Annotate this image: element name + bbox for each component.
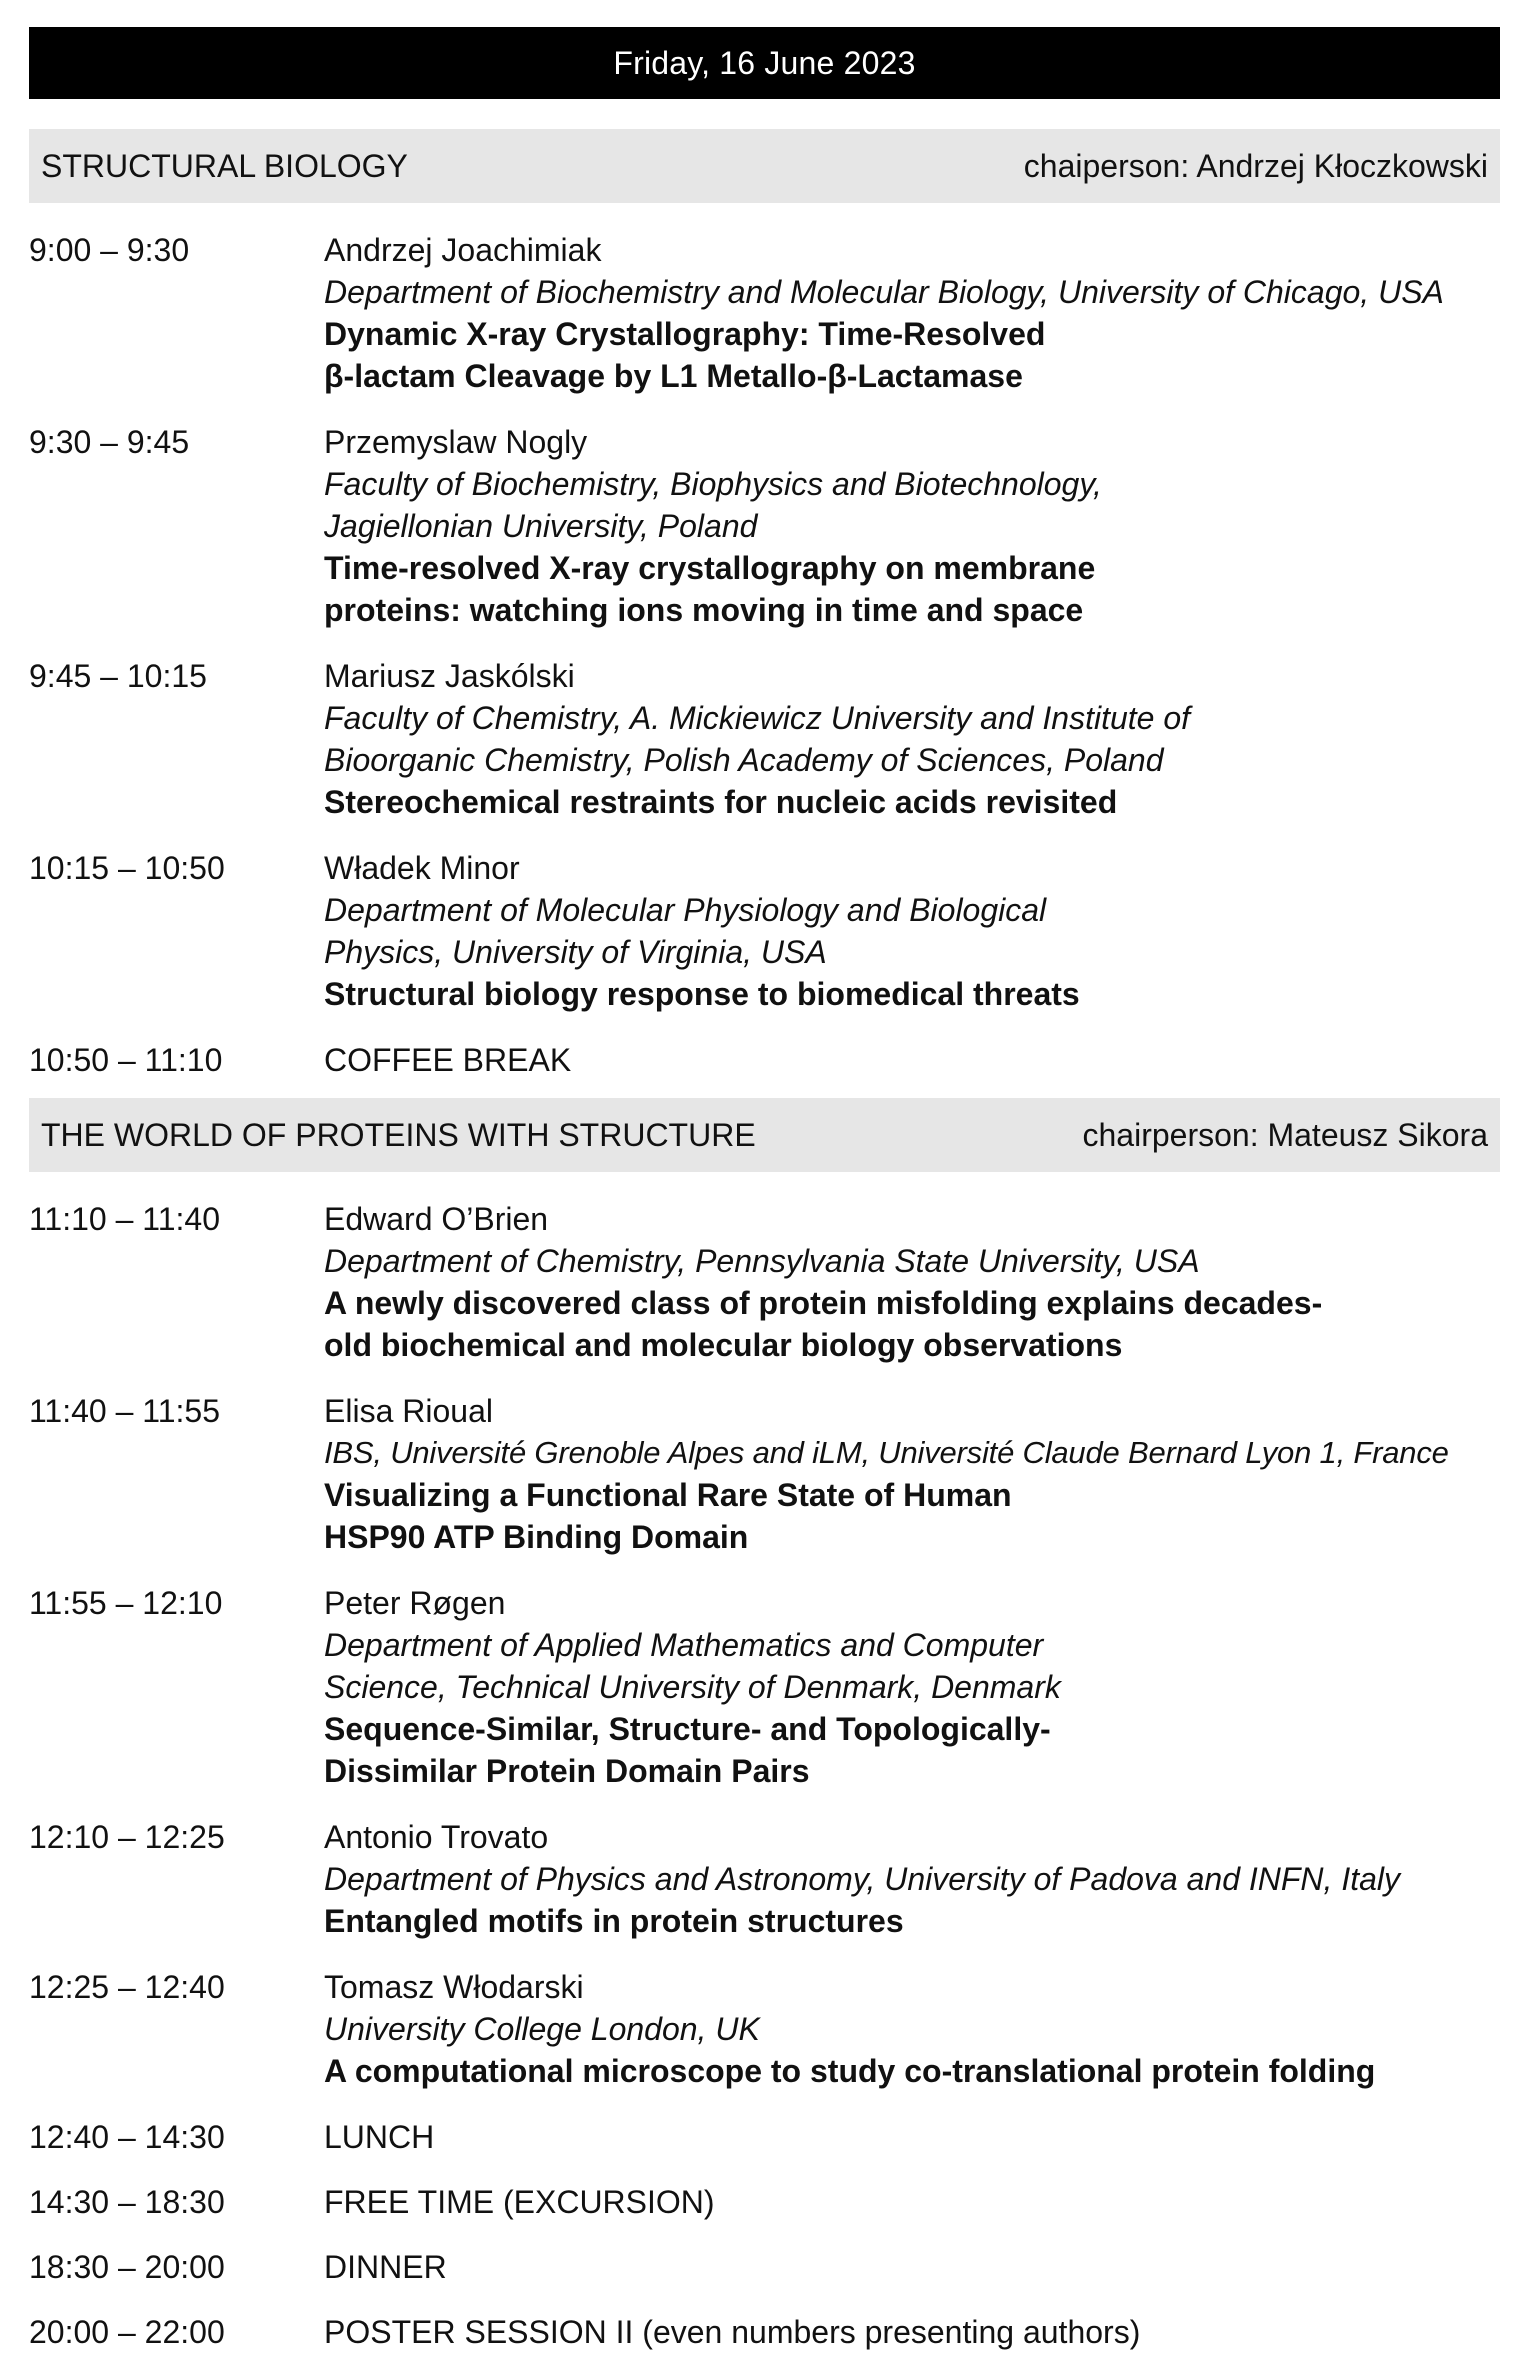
talk-time: 9:00 – 9:30 — [29, 232, 190, 268]
talk-title: Dissimilar Protein Domain Pairs — [324, 1753, 810, 1789]
talk-entry — [29, 847, 1500, 1015]
talk-title: Stereochemical restraints for nucleic acids revisited — [324, 784, 1118, 820]
speaker-affiliation: Faculty of Chemistry, A. Mickiewicz University and Institute of — [324, 700, 1191, 736]
item-label: LUNCH — [324, 2119, 435, 2155]
schedule-item — [29, 2181, 1500, 2223]
schedule-item — [29, 2116, 1500, 2158]
talk-title: Sequence-Similar, Structure- and Topologically- — [324, 1711, 1051, 1747]
schedule-item — [29, 2311, 1500, 2353]
speaker-affiliation: Department of Molecular Physiology and Biological — [324, 892, 1047, 928]
talk-entry — [29, 1582, 1500, 1792]
break-time: 10:50 – 11:10 — [29, 1042, 223, 1078]
break-entry — [29, 1039, 1500, 1081]
speaker-name: Tomasz Włodarski — [324, 1969, 584, 2005]
talk-time: 11:10 – 11:40 — [29, 1201, 220, 1237]
session-chair: chaiperson: Andrzej Kłoczkowski — [1023, 147, 1488, 184]
talk-details — [324, 229, 1500, 397]
talk-details — [324, 1198, 1500, 1366]
speaker-affiliation: Jagiellonian University, Poland — [324, 508, 758, 544]
session-talks — [29, 203, 1500, 1081]
speaker-name: Edward O’Brien — [324, 1201, 549, 1237]
talk-title: A computational microscope to study co-translational protein folding — [324, 2053, 1376, 2089]
schedule-item — [29, 2246, 1500, 2288]
talk-details — [324, 1582, 1500, 1792]
talk-details — [324, 1966, 1500, 2092]
speaker-affiliation: Department of Chemistry, Pennsylvania State University, USA — [324, 1243, 1200, 1279]
talk-time: 12:25 – 12:40 — [29, 1969, 225, 2005]
speaker-affiliation: Bioorganic Chemistry, Polish Academy of Sciences, Poland — [324, 742, 1164, 778]
talk-entry — [29, 1390, 1500, 1558]
talk-entry — [29, 1966, 1500, 2092]
talk-entry — [29, 655, 1500, 823]
item-time: 18:30 – 20:00 — [29, 2249, 225, 2285]
talk-title: HSP90 ATP Binding Domain — [324, 1519, 749, 1555]
talk-time: 12:10 – 12:25 — [29, 1819, 225, 1855]
speaker-name: Andrzej Joachimiak — [324, 232, 602, 268]
speaker-affiliation: Physics, University of Virginia, USA — [324, 934, 827, 970]
speaker-affiliation: IBS, Université Grenoble Alpes and iLM, Université Claude Bernard Lyon 1, France — [324, 1435, 1449, 1470]
session-name: STRUCTURAL BIOLOGY — [41, 147, 408, 184]
talk-entry — [29, 1198, 1500, 1366]
talk-title: A newly discovered class of protein misfolding explains decades- — [324, 1285, 1323, 1321]
speaker-affiliation: Science, Technical University of Denmark, Denmark — [324, 1669, 1061, 1705]
speaker-name: Peter Røgen — [324, 1585, 506, 1621]
speaker-name: Przemyslaw Nogly — [324, 424, 588, 460]
talk-title: old biochemical and molecular biology observations — [324, 1327, 1123, 1363]
speaker-name: Władek Minor — [324, 850, 520, 886]
talk-time: 10:15 – 10:50 — [29, 850, 225, 886]
day-header — [29, 27, 1500, 99]
talk-title: Visualizing a Functional Rare State of Human — [324, 1477, 1012, 1513]
talk-entry — [29, 1816, 1500, 1942]
talk-details — [324, 421, 1500, 631]
talk-title: Time-resolved X-ray crystallography on membrane — [324, 550, 1096, 586]
item-time: 12:40 – 14:30 — [29, 2119, 225, 2155]
item-time: 14:30 – 18:30 — [29, 2184, 225, 2220]
talk-details — [324, 1390, 1500, 1558]
session-chair: chairperson: Mateusz Sikora — [1082, 1116, 1488, 1153]
speaker-affiliation: Department of Biochemistry and Molecular Biology, University of Chicago, USA — [324, 274, 1444, 310]
talk-title: Entangled motifs in protein structures — [324, 1903, 904, 1939]
session-talks — [29, 1172, 1500, 2353]
talk-title: β-lactam Cleavage by L1 Metallo-β-Lactamase — [324, 358, 1023, 394]
item-time: 20:00 – 22:00 — [29, 2314, 225, 2350]
speaker-affiliation: Department of Physics and Astronomy, University of Padova and INFN, Italy — [324, 1861, 1400, 1897]
speaker-affiliation: Department of Applied Mathematics and Computer — [324, 1627, 1044, 1663]
talk-time: 11:40 – 11:55 — [29, 1393, 220, 1429]
talk-entry — [29, 229, 1500, 397]
talk-time: 11:55 – 12:10 — [29, 1585, 223, 1621]
item-label: FREE TIME (EXCURSION) — [324, 2184, 715, 2220]
item-label: DINNER — [324, 2249, 447, 2285]
talk-title: Dynamic X-ray Crystallography: Time-Resolved — [324, 316, 1046, 352]
speaker-affiliation: Faculty of Biochemistry, Biophysics and Biotechnology, — [324, 466, 1102, 502]
speaker-name: Elisa Rioual — [324, 1393, 493, 1429]
item-label: POSTER SESSION II (even numbers presenting authors) — [324, 2314, 1141, 2350]
break-label: COFFEE BREAK — [324, 1042, 572, 1078]
schedule-page — [29, 27, 1500, 2376]
speaker-name: Mariusz Jaskólski — [324, 658, 575, 694]
day-label: Friday, 16 June 2023 — [613, 44, 916, 81]
talk-entry — [29, 421, 1500, 631]
speaker-name: Antonio Trovato — [324, 1819, 549, 1855]
session-header — [29, 1098, 1500, 1172]
talk-details — [324, 655, 1500, 823]
talk-time: 9:30 – 9:45 — [29, 424, 190, 460]
talk-time: 9:45 – 10:15 — [29, 658, 207, 694]
talk-details — [324, 1816, 1500, 1942]
speaker-affiliation: University College London, UK — [324, 2011, 760, 2047]
session-name: THE WORLD OF PROTEINS WITH STRUCTURE — [41, 1116, 756, 1153]
talk-title: proteins: watching ions moving in time and space — [324, 592, 1084, 628]
session-header — [29, 129, 1500, 203]
talk-title: Structural biology response to biomedical threats — [324, 976, 1080, 1012]
talk-details — [324, 847, 1500, 1015]
